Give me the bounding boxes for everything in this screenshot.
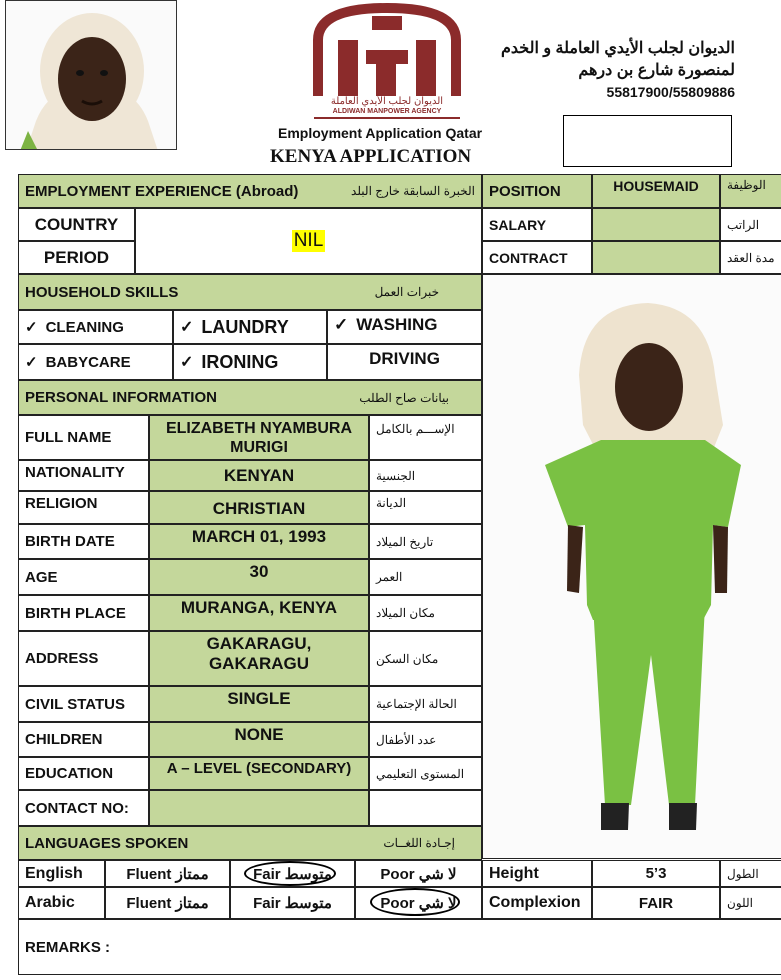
birthplace-label: BIRTH PLACE <box>18 595 149 631</box>
experience-value-cell <box>135 208 482 274</box>
salary-value <box>592 208 720 241</box>
languages-header-label: LANGUAGES SPOKEN <box>25 834 189 852</box>
skill-label: WASHING <box>356 315 438 334</box>
personal-header-label: PERSONAL INFORMATION <box>25 389 217 406</box>
experience-header-label: EMPLOYMENT EXPERIENCE (Abroad) <box>25 182 299 200</box>
languages-header <box>18 826 482 860</box>
complexion-label: Complexion <box>482 887 592 919</box>
skill-label: IRONING <box>201 351 279 372</box>
check-icon: ✓ <box>334 315 349 334</box>
contact-label: CONTACT NO: <box>18 790 149 826</box>
birthplace-value: MURANGA, KENYA <box>149 595 369 631</box>
experience-value: NIL <box>293 230 324 251</box>
skills-header-arabic: خبرات العمل <box>374 285 439 299</box>
personal-header-arabic: بيانات صاح الطلب <box>359 390 449 405</box>
skill-label: CLEANING <box>45 318 124 336</box>
check-icon: ✓ <box>25 319 38 336</box>
skill-ironing <box>173 344 327 380</box>
headshot-photo <box>5 0 177 150</box>
nationality-label: NATIONALITY <box>18 460 149 491</box>
country-label: COUNTRY <box>18 208 135 241</box>
lang-english-fluent: Fluent ممتاز <box>105 860 230 887</box>
birthdate-value: MARCH 01, 1993 <box>149 524 369 559</box>
children-value: NONE <box>149 722 369 757</box>
remarks-label: REMARKS : <box>25 938 110 956</box>
english-fair-circle <box>244 861 336 886</box>
fullname-arabic: الإســـم بالكامل <box>369 415 482 460</box>
skill-cleaning <box>18 310 173 344</box>
age-value: 30 <box>149 559 369 595</box>
full-body-photo <box>482 274 781 859</box>
salary-label: SALARY <box>482 208 592 241</box>
contract-label: CONTRACT <box>482 241 592 274</box>
lang-arabic-fluent: Fluent ممتاز <box>105 887 230 919</box>
check-icon: ✓ <box>180 319 194 336</box>
contract-arabic: مدة العقد <box>720 241 781 274</box>
experience-header-arabic: الخبرة السابقة خارج البلد <box>351 184 475 198</box>
children-label: CHILDREN <box>18 722 149 757</box>
address-label: ADDRESS <box>18 631 149 686</box>
education-arabic: المستوى التعليمي <box>369 757 482 790</box>
children-arabic: عدد الأطفال <box>369 722 482 757</box>
education-value: A – LEVEL (SECONDARY) <box>149 757 369 790</box>
complexion-value: FAIR <box>592 887 720 919</box>
address-value: GAKARAGU, GAKARAGU <box>149 631 369 686</box>
lang-arabic-poor: Poor لا شي <box>355 887 482 919</box>
skill-label: DRIVING <box>369 349 440 368</box>
fullname-value: ELIZABETH NYAMBURA MURIGI <box>149 415 369 460</box>
lang-english-poor: Poor لا شي <box>355 860 482 887</box>
nationality-arabic: الجنسية <box>369 460 482 491</box>
form-title: KENYA APPLICATION <box>270 146 472 167</box>
civilstatus-arabic: الحالة الإجتماعية <box>369 686 482 722</box>
height-arabic: الطول <box>720 860 781 887</box>
agency-name-arabic: الديوان لجلب الأيدي العاملة و الخدم <box>500 40 735 57</box>
age-label: AGE <box>18 559 149 595</box>
nationality-value: KENYAN <box>149 460 369 491</box>
logo-english-name: ALDIWAN MANPOWER AGENCY <box>332 108 442 115</box>
check-icon: ✓ <box>25 354 38 371</box>
salary-arabic: الراتب <box>720 208 781 241</box>
contact-value <box>149 790 369 826</box>
lang-english: English <box>18 860 105 887</box>
period-label: PERIOD <box>18 241 135 274</box>
skill-label: BABYCARE <box>45 353 131 371</box>
languages-header-arabic: إجـادة اللغــات <box>383 836 455 850</box>
lang-arabic: Arabic <box>18 887 105 919</box>
logo-arabic-name: الديوان لجلب الأيدي العاملة <box>330 96 444 107</box>
remarks-box <box>18 919 781 975</box>
skill-babycare <box>18 344 173 380</box>
position-arabic: الوظيفة <box>720 174 781 208</box>
contact-arabic <box>369 790 482 826</box>
birthplace-arabic: مكان الميلاد <box>369 595 482 631</box>
contract-value <box>592 241 720 274</box>
religion-label: RELIGION <box>18 491 149 524</box>
experience-header <box>18 174 482 208</box>
civilstatus-value: SINGLE <box>149 686 369 722</box>
form-subtitle: Employment Application Qatar <box>278 125 483 141</box>
personal-header <box>18 380 482 415</box>
agency-address-arabic: لمنصورة شارع بن درهم <box>578 62 735 79</box>
skills-header <box>18 274 482 310</box>
arabic-poor-circle <box>370 888 460 916</box>
skill-label: LAUNDRY <box>201 316 289 337</box>
education-label: EDUCATION <box>18 757 149 790</box>
lang-english-fair: Fair متوسط <box>230 860 355 887</box>
position-label: POSITION <box>482 174 592 208</box>
birthdate-arabic: تاريخ الميلاد <box>369 524 482 559</box>
age-arabic: العمر <box>369 559 482 595</box>
reference-box <box>563 115 732 167</box>
agency-phone: 55817900/55809886 <box>606 84 735 100</box>
religion-value: CHRISTIAN <box>149 491 369 524</box>
skill-driving <box>327 344 482 380</box>
skill-washing <box>327 310 482 344</box>
height-value: 5’3 <box>592 860 720 887</box>
lang-arabic-fair: Fair متوسط <box>230 887 355 919</box>
complexion-arabic: اللون <box>720 887 781 919</box>
birthdate-label: BIRTH DATE <box>18 524 149 559</box>
check-icon: ✓ <box>180 354 194 371</box>
fullname-label: FULL NAME <box>18 415 149 460</box>
position-value: HOUSEMAID <box>592 174 720 208</box>
skill-laundry <box>173 310 327 344</box>
civilstatus-label: CIVIL STATUS <box>18 686 149 722</box>
address-arabic: مكان السكن <box>369 631 482 686</box>
religion-arabic: الديانة <box>369 491 482 524</box>
skills-header-label: HOUSEHOLD SKILLS <box>25 283 179 301</box>
height-label: Height <box>482 860 592 887</box>
agency-logo <box>308 0 466 122</box>
